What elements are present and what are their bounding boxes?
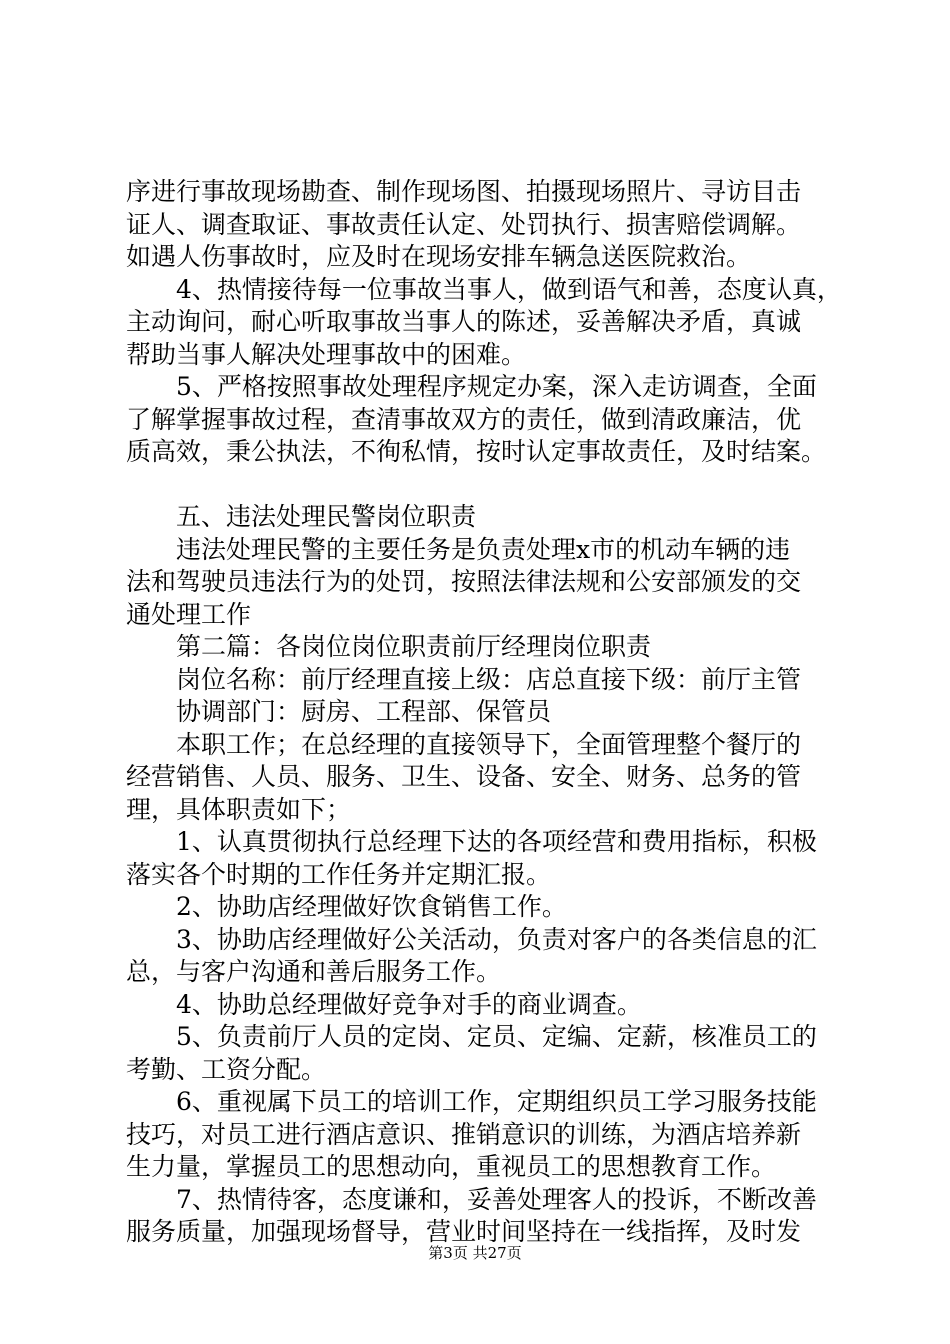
text-line: 证人、调查取证、事故责任认定、处罚执行、损害赔偿调解。 bbox=[126, 210, 802, 239]
text-line: 落实各个时期的工作任务并定期汇报。 bbox=[126, 860, 552, 889]
text-line: 帮助当事人解决处理事故中的困难。 bbox=[126, 340, 527, 369]
text-line: 质高效，秉公执法，不徇私情，按时认定事故责任，及时结案。 bbox=[126, 437, 827, 466]
text-line: 考勤、工资分配。 bbox=[126, 1055, 327, 1084]
text-line: 3、协助店经理做好公关活动，负责对客户的各类信息的汇 bbox=[176, 925, 817, 954]
text-line: 协调部门：厨房、工程部、保管员 bbox=[176, 697, 552, 726]
text-line: 主动询问，耐心听取事故当事人的陈述，妥善解决矛盾，真诚 bbox=[126, 307, 802, 336]
page-number-footer: 第3页 共27页 bbox=[428, 1244, 522, 1262]
section-heading: 第二篇：各岗位岗位职责前厅经理岗位职责 bbox=[176, 632, 652, 661]
text-line: 4、热情接待每一位事故当事人，做到语气和善，态度认真， bbox=[176, 275, 842, 304]
text-line: 服务质量，加强现场督导，营业时间坚持在一线指挥，及时发 bbox=[126, 1217, 802, 1246]
text-line: 理，具体职责如下； bbox=[126, 795, 352, 824]
text-line: 经营销售、人员、服务、卫生、设备、安全、财务、总务的管 bbox=[126, 762, 802, 791]
text-line: 7、热情待客，态度谦和，妥善处理客人的投诉，不断改善 bbox=[176, 1185, 817, 1214]
text-line: 4、协助总经理做好竞争对手的商业调查。 bbox=[176, 990, 642, 1019]
text-line: 2、协助店经理做好饮食销售工作。 bbox=[176, 892, 567, 921]
text-line: 5、负责前厅人员的定岗、定员、定编、定薪，核准员工的 bbox=[176, 1022, 817, 1051]
text-line: 总，与客户沟通和善后服务工作。 bbox=[126, 957, 502, 986]
text-line: 如遇人伤事故时，应及时在现场安排车辆急送医院救治。 bbox=[126, 242, 752, 271]
text-line: 违法处理民警的主要任务是负责处理x市的机动车辆的违 bbox=[176, 535, 791, 564]
text-line: 6、重视属下员工的培训工作，定期组织员工学习服务技能 bbox=[176, 1087, 817, 1116]
text-line: 序进行事故现场勘查、制作现场图、拍摄现场照片、寻访目击 bbox=[126, 177, 802, 206]
text-line: 通处理工作 bbox=[126, 600, 252, 629]
section-heading: 五、违法处理民警岗位职责 bbox=[176, 502, 477, 531]
text-line: 5、严格按照事故处理程序规定办案，深入走访调查，全面 bbox=[176, 372, 817, 401]
text-line: 了解掌握事故过程，查清事故双方的责任，做到清政廉洁，优 bbox=[126, 405, 802, 434]
text-line: 本职工作；在总经理的直接领导下，全面管理整个餐厅的 bbox=[176, 730, 802, 759]
text-line: 法和驾驶员违法行为的处罚，按照法律法规和公安部颁发的交 bbox=[126, 567, 802, 596]
text-line: 1、认真贯彻执行总经理下达的各项经营和费用指标，积极 bbox=[176, 827, 817, 856]
text-line: 岗位名称：前厅经理直接上级：店总直接下级：前厅主管 bbox=[176, 665, 802, 694]
text-line: 技巧，对员工进行酒店意识、推销意识的训练，为酒店培养新 bbox=[126, 1120, 802, 1149]
text-line: 生力量，掌握员工的思想动向，重视员工的思想教育工作。 bbox=[126, 1152, 777, 1181]
